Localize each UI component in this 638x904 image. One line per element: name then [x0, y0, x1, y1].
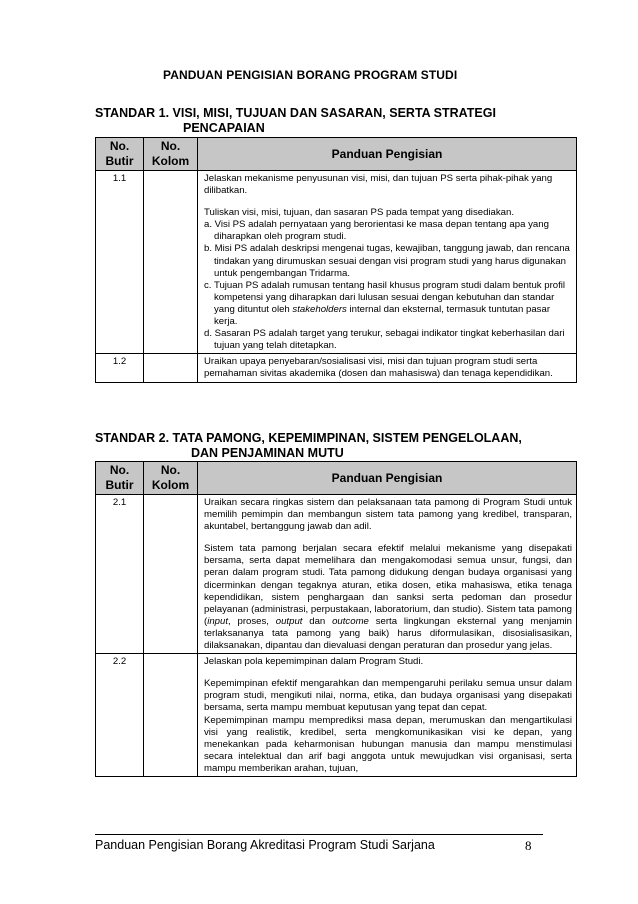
butir-cell: 1.2: [96, 354, 144, 382]
table-row: [96, 171, 577, 354]
paragraph: Jelaskan mekanisme penyusunan visi, misi, dan tujuan PS serta pihak-pihak yang dilibatkan.: [204, 173, 553, 197]
kolom-cell: [144, 495, 198, 654]
paragraph: Kepemimpinan efektif mengarahkan dan mempengaruhi perilaku semua unsur dalam program studi, mengikuti nilai, norma, etika, dan budaya organisasi yang disepakati bersama, serta mampu membuat keputusan yang tepat dan cepat.: [204, 678, 572, 714]
paragraph-text: Sistem tata pamong berjalan secara efektif melalui mekanisme yang disepakati bersama, serta dapat memelihara dan mengakomodasi semua unsur, fungsi, dan peran dalam program studi. Tata pamong didukung dengan budaya organisasi yang dicerminkan dengan tegaknya aturan, etika dosen, etika mahasiswa, etika tenaga kependidikan, sistem penghargaan dan sanksi serta pedoman dan prosedur pelayanan (administrasi, perpustakaan, laboratorium, dan studio). Sistem tata pamong (: [204, 543, 572, 627]
list-item: [204, 280, 572, 328]
header-no-kolom: No. Kolom: [144, 462, 198, 495]
kolom-cell: [144, 654, 198, 777]
paragraph: Uraikan upaya penyebaran/sosialisasi visi, misi dan tujuan program studi serta pemahaman sivitas akademika (dosen dan mahasiswa) dan tenaga kependidikan.: [204, 356, 553, 380]
standar-2-table: [95, 461, 577, 777]
standar-2-heading: [95, 431, 522, 461]
emphasis: input: [207, 615, 229, 627]
table-row: [96, 654, 577, 777]
standar-2-heading-line2: DAN PENJAMINAN MUTU: [191, 446, 344, 460]
standar-1-heading-line2: PENCAPAIAN: [183, 121, 265, 135]
paragraph: Tuliskan visi, misi, tujuan, dan sasaran PS pada tempat yang disediakan.: [204, 207, 515, 219]
footer-divider: [95, 834, 543, 835]
list-item-text: internal dan eksternal, termasuk tuntutan pasar kerja.: [214, 303, 551, 328]
list-item: d. Sasaran PS adalah target yang terukur, sebagai indikator tingkat keberhasilan dari tujuan yang telah ditetapkan.: [204, 328, 565, 352]
kolom-cell: [144, 354, 198, 382]
emphasis: output: [275, 615, 303, 627]
header-no-butir: No. Butir: [96, 462, 144, 495]
panduan-cell: [198, 354, 577, 382]
emphasis: stakeholders: [292, 303, 347, 315]
butir-cell: 1.1: [96, 171, 144, 354]
header-panduan: Panduan Pengisian: [198, 138, 577, 171]
standar-1-heading: [95, 106, 496, 136]
kolom-cell: [144, 171, 198, 354]
table-row: [96, 495, 577, 654]
header-no-butir: No. Butir: [96, 138, 144, 171]
panduan-cell: [198, 171, 577, 354]
table-header-row: [96, 138, 577, 171]
paragraph-text: serta lingkungan eksternal yang menjamin terlaksananya tata pamong yang baik) harus diformulasikan, disosialisasikan, dilaksanakan, dipantau dan dievaluasi dengan peraturan dan prosedur yang jelas.: [204, 615, 572, 652]
standar-1-table: [95, 137, 577, 383]
page-number: 8: [525, 838, 532, 853]
header-panduan: Panduan Pengisian: [198, 462, 577, 495]
paragraph: [204, 543, 572, 652]
paragraph: Kepemimpinan mampu memprediksi masa depan, merumuskan dan mengartikulasi visi yang realistik, kredibel, serta mengkomunikasikan visi ke depan, yang menekankan pada keharmonisan hubungan manusia dan mampu menstimulasi secara intelektual dan arif bagi anggota untuk mewujudkan visi organisasi, serta mampu memberikan arahan, tujuan,: [204, 714, 572, 774]
page-title: PANDUAN PENGISIAN BORANG PROGRAM STUDI: [163, 68, 458, 82]
list-item-text: c. Tujuan PS adalah rumusan tentang hasil khusus program studi dalam bentuk profil kompetensi yang diharapkan dari lulusan sesuai dengan kebutuhan dan standar yang dituntut oleh: [204, 279, 566, 315]
emphasis: outcome: [332, 615, 369, 627]
footer-text: Panduan Pengisian Borang Akreditasi Program Studi Sarjana: [95, 838, 435, 852]
paragraph: Uraikan secara ringkas sistem dan pelaksanaan tata pamong di Program Studi untuk memilih pemimpin dan membangun sistem tata pamong yang kredibel, transparan, akuntabel, bertanggung jawab dan adil.: [204, 497, 572, 533]
paragraph-text: , proses,: [228, 615, 276, 627]
list-item: b. Misi PS adalah deskripsi mengenai tugas, kewajiban, tanggung jawab, dan rencana tindakan yang dirumuskan sesuai dengan visi program studi yang harus digunakan untuk pengembangan Tridarma.: [204, 243, 570, 279]
list-item: a. Visi PS adalah pernyataan yang berorientasi ke masa depan tentang apa yang diharapkan oleh program studi.: [204, 219, 549, 243]
standar-2-heading-line1: STANDAR 2. TATA PAMONG, KEPEMIMPINAN, SISTEM PENGELOLAAN,: [95, 431, 522, 445]
standar-1-heading-line1: STANDAR 1. VISI, MISI, TUJUAN DAN SASARAN, SERTA STRATEGI: [95, 106, 496, 120]
table-row: [96, 354, 577, 382]
paragraph: Jelaskan pola kepemimpinan dalam Program Studi.: [204, 656, 424, 668]
paragraph-text: dan: [302, 615, 333, 627]
butir-cell: 2.2: [96, 654, 144, 777]
panduan-cell: [198, 495, 577, 654]
table-header-row: [96, 462, 577, 495]
panduan-cell: [198, 654, 577, 777]
header-no-kolom: No. Kolom: [144, 138, 198, 171]
butir-cell: 2.1: [96, 495, 144, 654]
